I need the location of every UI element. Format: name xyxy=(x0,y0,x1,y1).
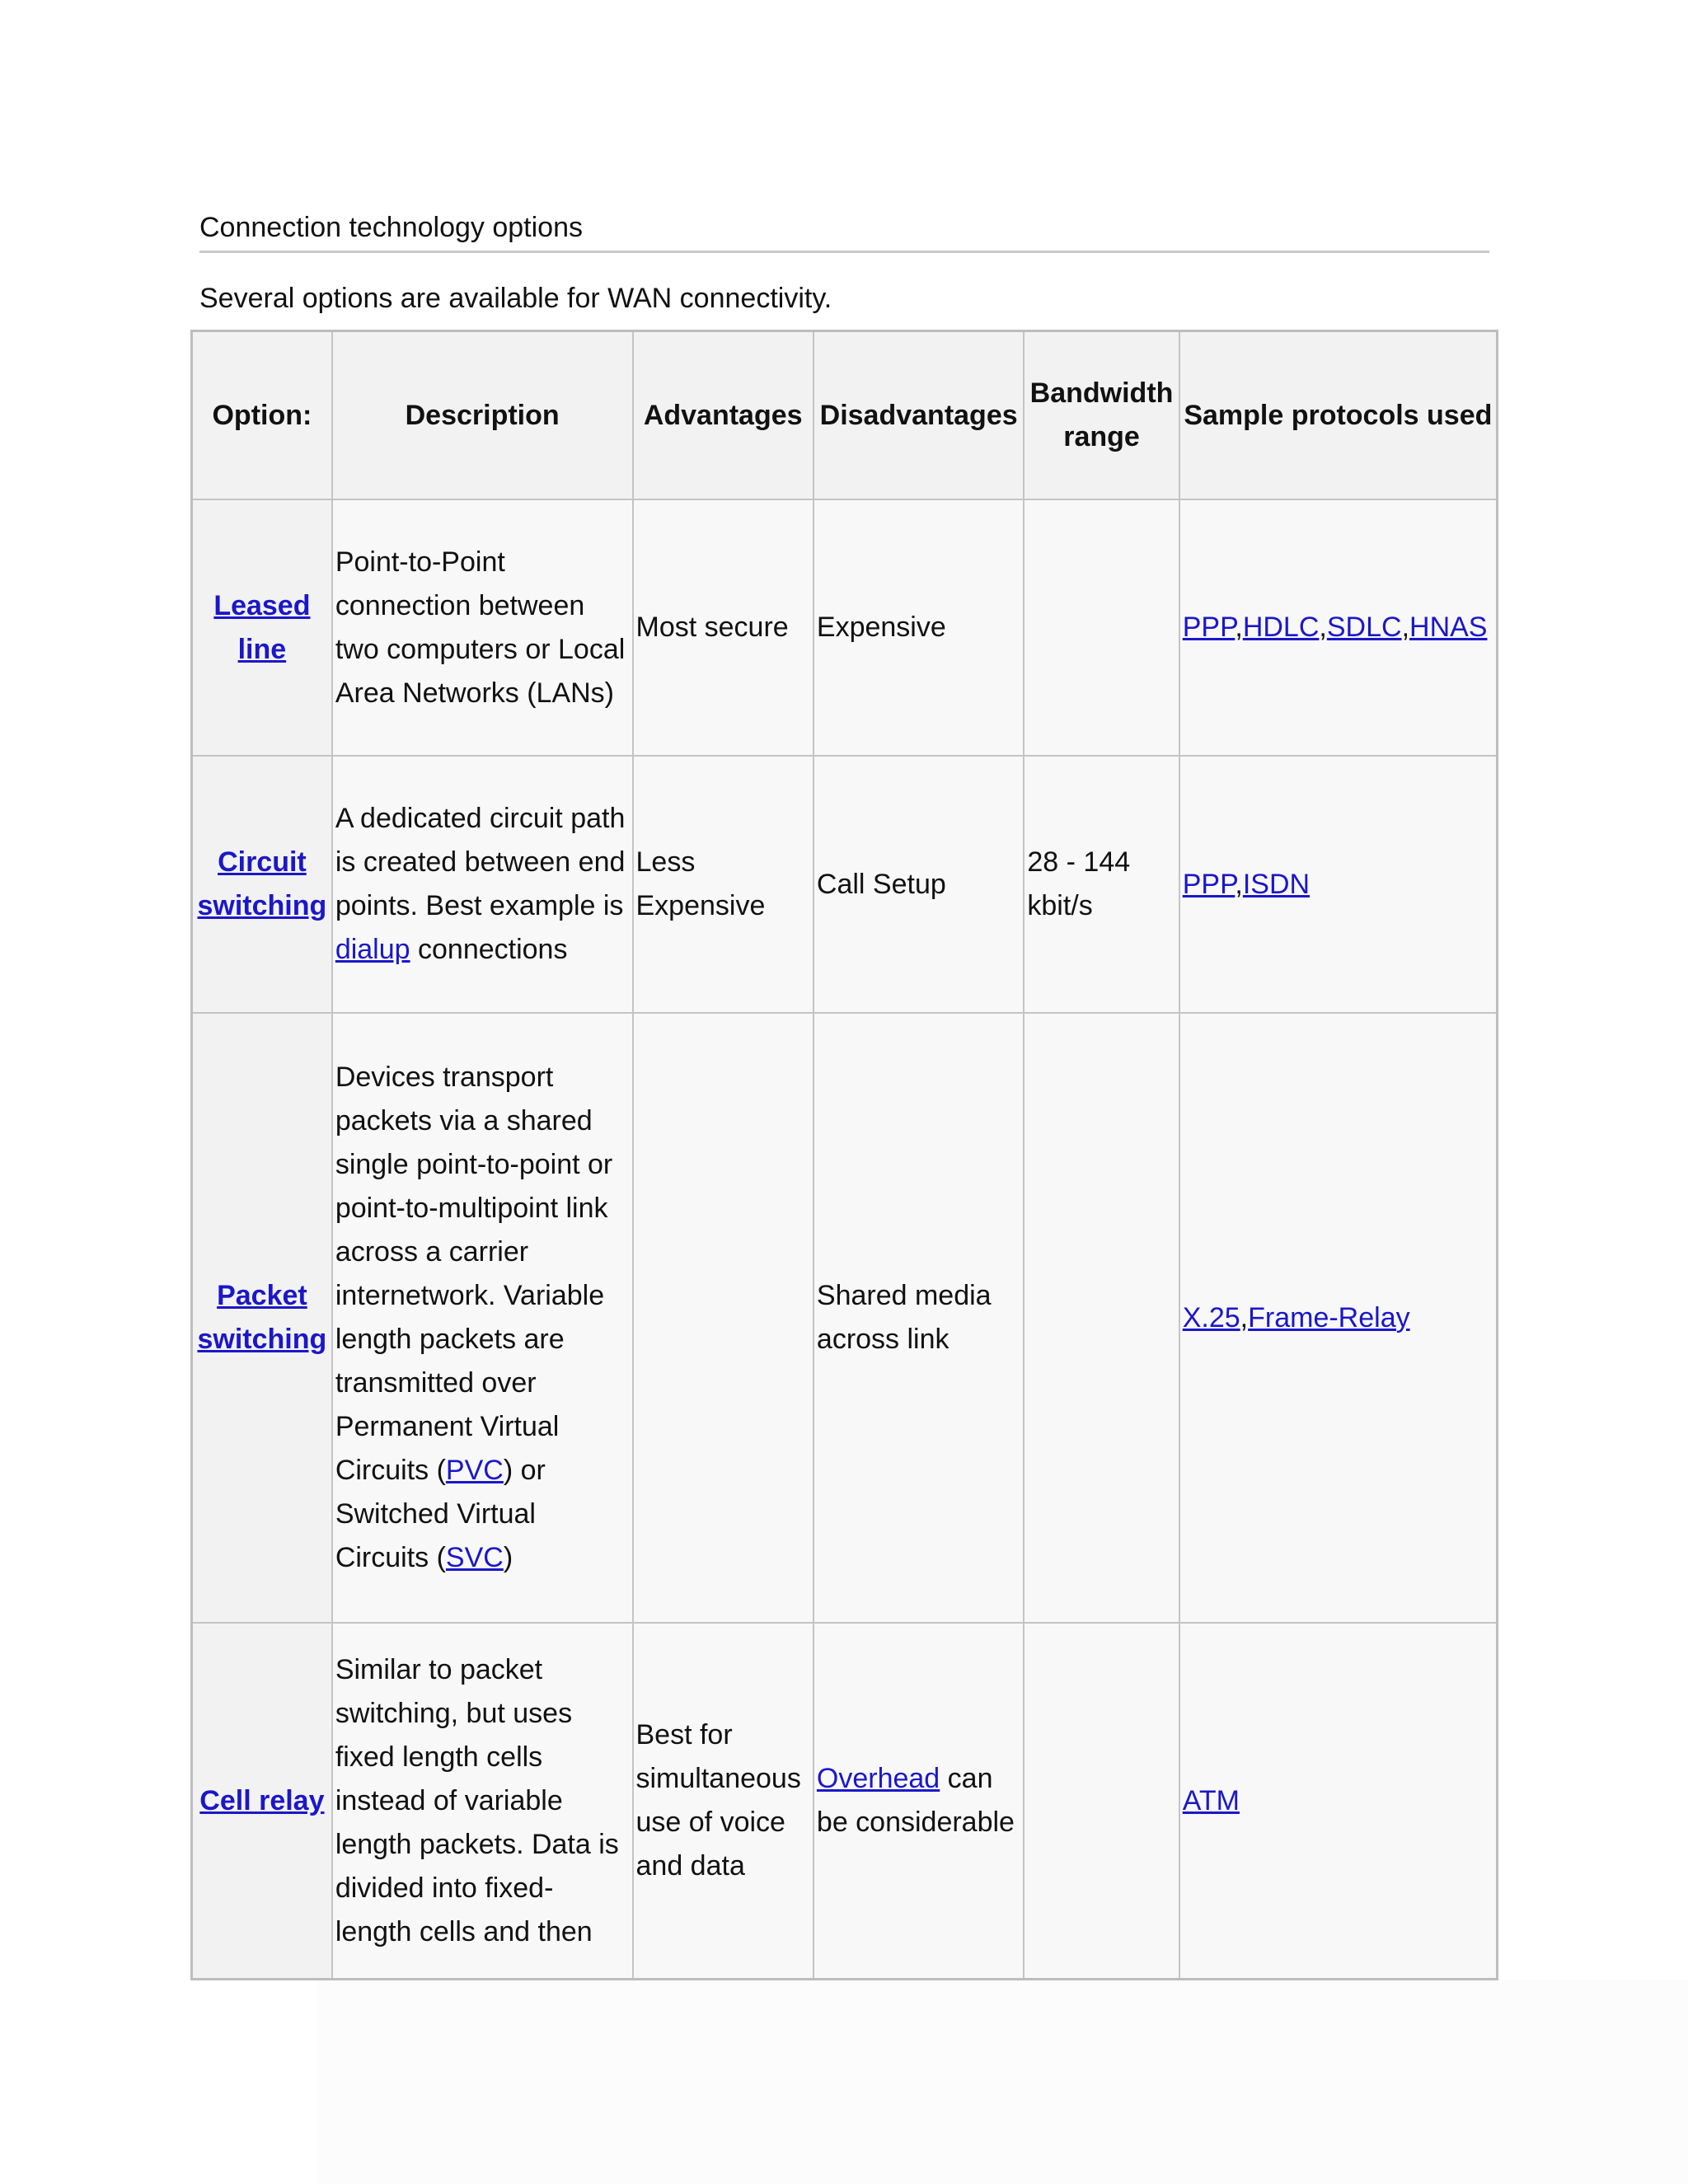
protocol-link[interactable]: HNAS xyxy=(1409,612,1488,643)
description-cell xyxy=(332,1013,633,1623)
description-text: ) xyxy=(503,1542,513,1573)
table-header-row xyxy=(192,331,1498,500)
disadvantages-cell: Shared media across link xyxy=(814,1013,1024,1623)
bandwidth-cell xyxy=(1024,1623,1179,1980)
disadvantages-cell: Expensive xyxy=(814,499,1024,756)
header-option: Option: xyxy=(192,331,332,500)
advantages-cell xyxy=(633,1013,814,1623)
option-link-leased-line[interactable]: Leased line xyxy=(213,589,311,665)
protocols-cell: PPP,HDLC,SDLC,HNAS xyxy=(1179,499,1498,756)
protocol-link[interactable]: HDLC xyxy=(1242,612,1320,643)
section-heading: Connection technology options xyxy=(199,208,1489,253)
disadvantages-cell: Call Setup xyxy=(814,756,1024,1013)
description-text: A dedicated circuit path is created between end points. Best example is xyxy=(335,803,626,921)
table-row xyxy=(192,756,1498,1013)
description-cell: Point-to-Point connection between two computers or Local Area Networks (LANs) xyxy=(332,499,633,756)
protocols-cell xyxy=(1179,1623,1498,1980)
disadvantages-text: can be considerable xyxy=(816,1763,1015,1838)
bandwidth-cell xyxy=(1024,1013,1179,1623)
protocol-link[interactable]: ATM xyxy=(1182,1784,1240,1816)
advantages-cell: Less Expensive xyxy=(633,756,814,1013)
option-link-cell-relay[interactable]: Cell relay xyxy=(199,1784,325,1816)
overhead-link[interactable]: Overhead xyxy=(816,1763,940,1794)
protocols-cell: PPP,ISDN xyxy=(1179,756,1498,1013)
protocols-cell: X.25,Frame-Relay xyxy=(1179,1013,1498,1623)
dialup-link[interactable]: dialup xyxy=(335,934,410,965)
header-advantages: Advantages xyxy=(633,331,814,500)
protocol-link[interactable]: Frame-Relay xyxy=(1248,1301,1410,1333)
description-text: connections xyxy=(410,934,568,965)
protocol-link[interactable]: ISDN xyxy=(1242,868,1311,900)
svc-link[interactable]: SVC xyxy=(445,1542,504,1573)
description-text: ) or Switched Virtual Circuits ( xyxy=(335,1455,546,1573)
description-cell xyxy=(332,756,633,1013)
option-link-circuit-switching[interactable]: Circuit switching xyxy=(197,846,327,921)
option-cell xyxy=(192,499,332,756)
table-row xyxy=(192,499,1498,756)
header-protocols: Sample protocols used xyxy=(1179,331,1498,500)
table-row xyxy=(192,1623,1498,1980)
wan-options-table xyxy=(190,330,1498,1980)
description-cell: Similar to packet switching, but uses fixed length cells instead of variable length packets. Data is divided into fixed-length cells and then xyxy=(332,1623,633,1980)
header-description: Description xyxy=(332,331,633,500)
protocol-link[interactable]: PPP xyxy=(1182,612,1236,643)
bandwidth-cell xyxy=(1024,499,1179,756)
advantages-cell: Most secure xyxy=(633,499,814,756)
option-cell xyxy=(192,1013,332,1623)
intro-text: Several options are available for WAN connectivity. xyxy=(199,283,832,314)
description-text: Devices transport packets via a shared single point-to-point or point-to-multipoint link across a carrier internetwork. Variable length packets are transmitted over Permanent Virtual Circuits ( xyxy=(335,1062,613,1486)
bandwidth-cell: 28 - 144 kbit/s xyxy=(1024,756,1179,1013)
protocol-link[interactable]: PPP xyxy=(1182,868,1236,900)
option-link-packet-switching[interactable]: Packet switching xyxy=(197,1280,327,1355)
header-disadvantages: Disadvantages xyxy=(814,331,1024,500)
table-row xyxy=(192,1013,1498,1623)
disadvantages-cell xyxy=(814,1623,1024,1980)
page-background-shade xyxy=(317,1980,1688,2184)
header-bandwidth: Bandwidth range xyxy=(1024,331,1179,500)
protocol-link[interactable]: SDLC xyxy=(1326,612,1402,643)
option-cell xyxy=(192,756,332,1013)
option-cell xyxy=(192,1623,332,1980)
advantages-cell: Best for simultaneous use of voice and data xyxy=(633,1623,814,1980)
protocol-link[interactable]: X.25 xyxy=(1182,1301,1240,1333)
pvc-link[interactable]: PVC xyxy=(445,1455,504,1486)
